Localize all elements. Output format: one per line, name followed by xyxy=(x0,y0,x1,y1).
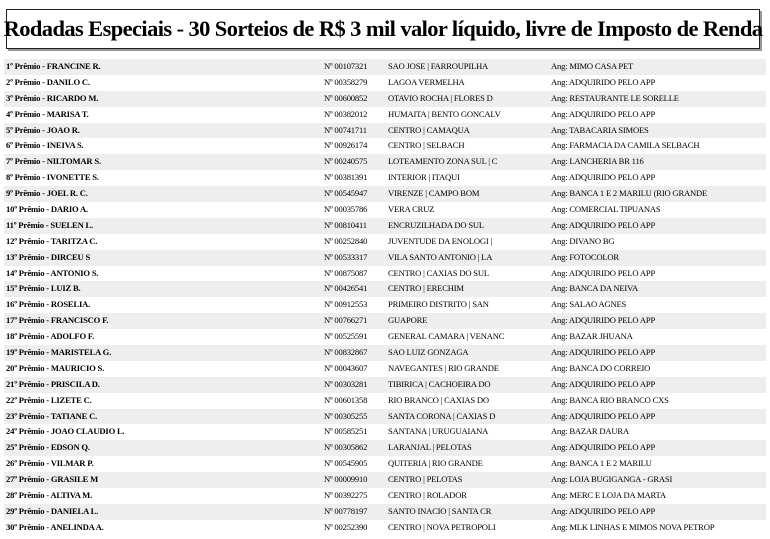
table-row xyxy=(4,345,766,361)
location: CENTRO | PELOTAS xyxy=(388,474,463,485)
location: VILA SANTO ANTONIO | LA xyxy=(388,251,493,262)
table-row xyxy=(4,250,766,266)
agent: Ang: ADQUIRIDO PELO APP xyxy=(551,108,656,119)
prize-winner: 20º Prêmio - MAURICIO S. xyxy=(6,362,105,373)
table-row xyxy=(4,154,766,170)
agent: Ang: ADQUIRIDO PELO APP xyxy=(551,347,656,358)
prize-winner: 17º Prêmio - FRANCISCO F. xyxy=(6,315,109,326)
ticket-number: Nº 00303281 xyxy=(324,378,368,389)
location: LARANJAL | PELOTAS xyxy=(388,442,472,453)
ticket-number: Nº 00545905 xyxy=(324,458,368,469)
location: JUVENTUDE DA ENOLOGI | xyxy=(388,235,493,246)
agent: Ang: BAZAR DAURA xyxy=(551,426,629,437)
location: HUMAITA | BENTO GONCALV xyxy=(388,108,501,119)
location: LOTEAMENTO ZONA SUL | C xyxy=(388,156,498,167)
table-row xyxy=(4,393,766,409)
prize-winner: 24º Prêmio - JOAO CLAUDIO L. xyxy=(6,426,125,437)
table-row xyxy=(4,488,766,504)
agent: Ang: ADQUIRIDO PELO APP xyxy=(551,76,656,87)
table-row xyxy=(4,59,766,75)
ticket-number: Nº 00009910 xyxy=(324,474,368,485)
agent: Ang: ADQUIRIDO PELO APP xyxy=(551,219,656,230)
prize-winner: 3º Prêmio - RICARDO M. xyxy=(6,92,99,103)
prize-winner: 26º Prêmio - VILMAR P. xyxy=(6,458,94,469)
ticket-number: Nº 00305255 xyxy=(324,410,368,421)
prize-winner: 23º Prêmio - TATIANE C. xyxy=(6,410,98,421)
ticket-number: Nº 00252390 xyxy=(324,521,368,532)
page-title: Rodadas Especiais - 30 Sorteios de R$ 3 mil valor líquido, livre de Imposto de Renda xyxy=(6,9,760,49)
table-row xyxy=(4,170,766,186)
location: SANTA CORONA | CAXIAS D xyxy=(388,410,496,421)
location: INTERIOR | ITAQUI xyxy=(388,172,460,183)
ticket-number: Nº 00525591 xyxy=(324,331,368,342)
agent: Ang: BAZAR JHUANA xyxy=(551,331,633,342)
agent: Ang: ADQUIRIDO PELO APP xyxy=(551,315,656,326)
prize-winner: 30º Prêmio - ANELINDA A. xyxy=(6,521,104,532)
table-row xyxy=(4,234,766,250)
prize-winner: 7º Prêmio - NILTOMAR S. xyxy=(6,156,101,167)
ticket-number: Nº 00358279 xyxy=(324,76,368,87)
agent: Ang: BANCA 1 E 2 MARILU xyxy=(551,458,652,469)
ticket-number: Nº 00875087 xyxy=(324,267,368,278)
location: CENTRO | NOVA PETROPOLI xyxy=(388,521,496,532)
location: TIBIRICA | CACHOEIRA DO xyxy=(388,378,491,389)
table-row xyxy=(4,123,766,139)
prize-winner: 10º Prêmio - DARIO A. xyxy=(6,204,88,215)
prize-winner: 19º Prêmio - MARISTELA G. xyxy=(6,347,112,358)
table-row xyxy=(4,266,766,282)
agent: Ang: ADQUIRIDO PELO APP xyxy=(551,378,656,389)
table-row xyxy=(4,329,766,345)
location: SAO JOSE | FARROUPILHA xyxy=(388,61,489,71)
table-row xyxy=(4,186,766,202)
table-row xyxy=(4,424,766,440)
prize-winner: 2º Prêmio - DANILO C. xyxy=(6,76,90,87)
table-row xyxy=(4,313,766,329)
prize-winner: 4º Prêmio - MARISA T. xyxy=(6,108,89,119)
location: ENCRUZILHADA DO SUL xyxy=(388,219,484,230)
ticket-number: Nº 00035786 xyxy=(324,204,368,215)
ticket-number: Nº 00741711 xyxy=(324,124,367,135)
agent: Ang: BANCA 1 E 2 MARILU (RIO GRANDE xyxy=(551,188,708,199)
prize-winner: 14º Prêmio - ANTONIO S. xyxy=(6,267,99,278)
prize-winner: 18º Prêmio - ADOLFO F. xyxy=(6,331,95,342)
agent: Ang: BANCA DO CORREIO xyxy=(551,362,651,373)
location: VERA CRUZ xyxy=(388,204,435,215)
ticket-number: Nº 00382012 xyxy=(324,108,368,119)
ticket-number: Nº 00778197 xyxy=(324,505,368,516)
location: NAVEGANTES | RIO GRANDE xyxy=(388,362,499,373)
table-row xyxy=(4,91,766,107)
ticket-number: Nº 00392275 xyxy=(324,490,368,501)
table-row xyxy=(4,138,766,154)
agent: Ang: MLK LINHAS E MIMOS NOVA PETROP xyxy=(551,521,715,532)
prize-winner: 21º Prêmio - PRISCILA D. xyxy=(6,378,100,389)
ticket-number: Nº 00832867 xyxy=(324,347,368,358)
prize-winner: 6º Prêmio - INEIVA S. xyxy=(6,140,84,151)
prize-winner: 16º Prêmio - ROSELIA. xyxy=(6,299,91,310)
location: SANTANA | URUGUAIANA xyxy=(388,426,489,437)
agent: Ang: SALAO AGNES xyxy=(551,299,627,310)
location: SANTO INACIO | SANTA CR xyxy=(388,505,492,516)
ticket-number: Nº 00533317 xyxy=(324,251,368,262)
ticket-number: Nº 00305862 xyxy=(324,442,368,453)
prize-winner: 11º Prêmio - SUELEN L. xyxy=(6,219,94,230)
agent: Ang: DIVANO BG xyxy=(551,235,615,246)
location: SAO LUIZ GONZAGA xyxy=(388,347,469,358)
table-row xyxy=(4,297,766,313)
location: CENTRO | ERECHIM xyxy=(388,283,464,294)
prize-winner: 29º Prêmio - DANIELA L. xyxy=(6,505,99,516)
location: PRIMEIRO DISTRITO | SAN xyxy=(388,299,489,310)
agent: Ang: LOJA BUGIGANGA - GRASI xyxy=(551,474,673,485)
prize-winner: 8º Prêmio - IVONETTE S. xyxy=(6,172,99,183)
ticket-number: Nº 00252840 xyxy=(324,235,368,246)
prize-winner: 22º Prêmio - LIZETE C. xyxy=(6,394,92,405)
table-row xyxy=(4,218,766,234)
location: RIO BRANCO | CAXIAS DO xyxy=(388,394,489,405)
agent: Ang: ADQUIRIDO PELO APP xyxy=(551,442,656,453)
ticket-number: Nº 00381391 xyxy=(324,172,368,183)
table-row xyxy=(4,107,766,123)
ticket-number: Nº 00240575 xyxy=(324,156,368,167)
table-row xyxy=(4,377,766,393)
agent: Ang: ADQUIRIDO PELO APP xyxy=(551,267,656,278)
ticket-number: Nº 00912553 xyxy=(324,299,368,310)
agent: Ang: FOTOCOLOR xyxy=(551,251,619,262)
location: CENTRO | ROLADOR xyxy=(388,490,467,501)
table-row xyxy=(4,504,766,520)
agent: Ang: ADQUIRIDO PELO APP xyxy=(551,410,656,421)
table-row xyxy=(4,456,766,472)
table-row xyxy=(4,75,766,91)
location: CENTRO | SELBACH xyxy=(388,140,465,151)
agent: Ang: COMERCIAL TIPUANAS xyxy=(551,204,661,215)
location: VIRENZE | CAMPO BOM xyxy=(388,188,480,199)
location: CENTRO | CAMAQUA xyxy=(388,124,470,135)
table-row xyxy=(4,202,766,218)
agent: Ang: MIMO CASA PET xyxy=(551,61,634,71)
agent: Ang: TABACARIA SIMOES xyxy=(551,124,649,135)
prize-winner: 5º Prêmio - JOAO R. xyxy=(6,124,80,135)
prize-winner: 25º Prêmio - EDSON Q. xyxy=(6,442,90,453)
agent: Ang: MERC E LOJA DA MARTA xyxy=(551,490,666,501)
ticket-number: Nº 00426541 xyxy=(324,283,368,294)
location: GENERAL CAMARA | VENANC xyxy=(388,331,505,342)
prize-winner: 13º Prêmio - DIRCEU S xyxy=(6,251,91,262)
prize-winner: 12º Prêmio - TARITZA C. xyxy=(6,235,98,246)
agent: Ang: BANCA RIO BRANCO CXS xyxy=(551,394,669,405)
agent: Ang: ADQUIRIDO PELO APP xyxy=(551,505,656,516)
prize-winner: 28º Prêmio - ALTIVA M. xyxy=(6,490,93,501)
agent: Ang: RESTAURANTE LE SORELLE xyxy=(551,92,679,103)
ticket-number: Nº 00600852 xyxy=(324,92,368,103)
ticket-number: Nº 00107321 xyxy=(324,61,368,71)
ticket-number: Nº 00585251 xyxy=(324,426,368,437)
table-row xyxy=(4,409,766,425)
table-row xyxy=(4,520,766,536)
agent: Ang: ADQUIRIDO PELO APP xyxy=(551,172,656,183)
ticket-number: Nº 00926174 xyxy=(324,140,368,151)
ticket-number: Nº 00545947 xyxy=(324,188,368,199)
ticket-number: Nº 00043607 xyxy=(324,362,368,373)
table-row xyxy=(4,361,766,377)
prize-winner: 15º Prêmio - LUIZ B. xyxy=(6,283,81,294)
agent: Ang: FARMACIA DA CAMILA SELBACH xyxy=(551,140,700,151)
ticket-number: Nº 00810411 xyxy=(324,219,367,230)
agent: Ang: BANCA DA NEIVA xyxy=(551,283,638,294)
location: GUAPORE xyxy=(388,315,428,326)
table-row xyxy=(4,472,766,488)
ticket-number: Nº 00766271 xyxy=(324,315,368,326)
prize-winner: 9º Prêmio - JOEL R. C. xyxy=(6,188,88,199)
agent: Ang: LANCHERIA BR 116 xyxy=(551,156,644,167)
ticket-number: Nº 00601358 xyxy=(324,394,368,405)
location: CENTRO | CAXIAS DO SUL xyxy=(388,267,489,278)
prize-winner: 27º Prêmio - GRASILE M xyxy=(6,474,99,485)
location: OTAVIO ROCHA | FLORES D xyxy=(388,92,493,103)
location: QUITERIA | RIO GRANDE xyxy=(388,458,483,469)
table-row xyxy=(4,281,766,297)
location: LAGOA VERMELHA xyxy=(388,76,465,87)
results-table xyxy=(4,59,766,536)
prize-winner: 1º Prêmio - FRANCINE R. xyxy=(6,61,101,71)
table-row xyxy=(4,440,766,456)
